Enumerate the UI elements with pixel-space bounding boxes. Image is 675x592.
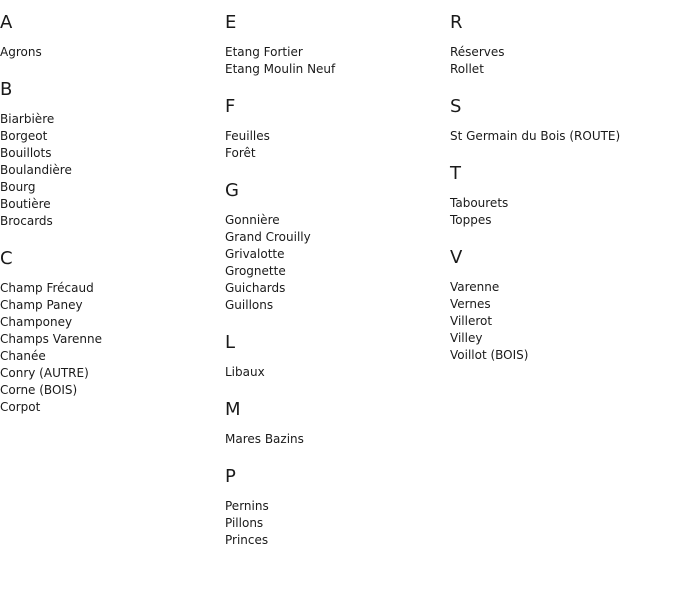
letter-group-b xyxy=(0,78,225,230)
place-link[interactable]: Boulandière xyxy=(0,163,72,177)
entry-list xyxy=(0,44,225,61)
entry-list xyxy=(450,44,675,78)
entry-list xyxy=(225,128,450,162)
place-link[interactable]: Biarbière xyxy=(0,112,55,126)
place-link[interactable]: Tabourets xyxy=(450,196,509,210)
place-link[interactable]: Grivalotte xyxy=(225,247,285,261)
letter-heading: C xyxy=(0,248,13,269)
letter-group-v xyxy=(450,246,675,364)
place-link[interactable]: Toppes xyxy=(450,213,492,227)
entry-list xyxy=(225,44,450,78)
letter-group-g xyxy=(225,179,450,314)
place-link[interactable]: Pernins xyxy=(225,499,269,513)
place-link[interactable]: Grand Crouilly xyxy=(225,230,311,244)
place-link[interactable]: Feuilles xyxy=(225,129,270,143)
letter-group-s xyxy=(450,95,675,145)
letter-heading: L xyxy=(225,332,236,353)
letter-heading: R xyxy=(450,12,463,33)
entry-list xyxy=(450,128,675,145)
letter-heading: G xyxy=(225,180,239,201)
place-link[interactable]: Villerot xyxy=(450,314,493,328)
place-link[interactable]: Varenne xyxy=(450,280,500,294)
place-link[interactable]: Guillons xyxy=(225,298,274,312)
entry-list xyxy=(225,498,450,549)
letter-heading: S xyxy=(450,96,462,117)
letter-heading: M xyxy=(225,399,241,420)
place-link[interactable]: Réserves xyxy=(450,45,505,59)
letter-heading: P xyxy=(225,466,236,487)
letter-heading: T xyxy=(450,163,461,184)
index-column-1 xyxy=(0,11,225,433)
place-link[interactable]: Boutière xyxy=(0,197,51,211)
place-link[interactable]: Gonnière xyxy=(225,213,280,227)
place-link[interactable]: Corne (BOIS) xyxy=(0,383,78,397)
place-link[interactable]: Etang Moulin Neuf xyxy=(225,62,336,76)
entry-list xyxy=(0,280,225,416)
entry-list xyxy=(0,111,225,230)
place-link[interactable]: Corpot xyxy=(0,400,41,414)
place-link[interactable]: Grognette xyxy=(225,264,286,278)
letter-heading: A xyxy=(0,12,13,33)
letter-heading: V xyxy=(450,247,463,268)
place-link[interactable]: Rollet xyxy=(450,62,484,76)
place-link[interactable]: Villey xyxy=(450,331,483,345)
entry-list xyxy=(225,431,450,448)
letter-group-f xyxy=(225,95,450,162)
letter-heading: F xyxy=(225,96,236,117)
entry-list xyxy=(450,279,675,364)
letter-group-p xyxy=(225,465,450,549)
letter-heading: E xyxy=(225,12,237,33)
index-column-2 xyxy=(225,11,450,566)
letter-group-m xyxy=(225,398,450,448)
index-column-3 xyxy=(450,11,675,381)
place-link[interactable]: St Germain du Bois (ROUTE) xyxy=(450,129,621,143)
letter-heading: B xyxy=(0,79,13,100)
letter-group-e xyxy=(225,11,450,78)
place-link[interactable]: Champ Frécaud xyxy=(0,281,94,295)
place-link[interactable]: Agrons xyxy=(0,45,42,59)
letter-group-l xyxy=(225,331,450,381)
place-link[interactable]: Borgeot xyxy=(0,129,48,143)
place-link[interactable]: Champ Paney xyxy=(0,298,83,312)
place-link[interactable]: Libaux xyxy=(225,365,265,379)
place-link[interactable]: Pillons xyxy=(225,516,264,530)
letter-group-r xyxy=(450,11,675,78)
place-link[interactable]: Mares Bazins xyxy=(225,432,304,446)
entry-list xyxy=(225,364,450,381)
place-link[interactable]: Brocards xyxy=(0,214,53,228)
place-link[interactable]: Champoney xyxy=(0,315,73,329)
place-link[interactable]: Voillot (BOIS) xyxy=(450,348,529,362)
place-link[interactable]: Forêt xyxy=(225,146,256,160)
place-link[interactable]: Conry (AUTRE) xyxy=(0,366,89,380)
place-link[interactable]: Princes xyxy=(225,533,269,547)
letter-group-t xyxy=(450,162,675,229)
place-link[interactable]: Guichards xyxy=(225,281,286,295)
place-link[interactable]: Vernes xyxy=(450,297,491,311)
letter-group-a xyxy=(0,11,225,61)
letter-group-c xyxy=(0,247,225,416)
place-link[interactable]: Chanée xyxy=(0,349,46,363)
place-link[interactable]: Bourg xyxy=(0,180,36,194)
entry-list xyxy=(450,195,675,229)
place-link[interactable]: Bouillots xyxy=(0,146,52,160)
place-link[interactable]: Champs Varenne xyxy=(0,332,102,346)
place-link[interactable]: Etang Fortier xyxy=(225,45,303,59)
entry-list xyxy=(225,212,450,314)
